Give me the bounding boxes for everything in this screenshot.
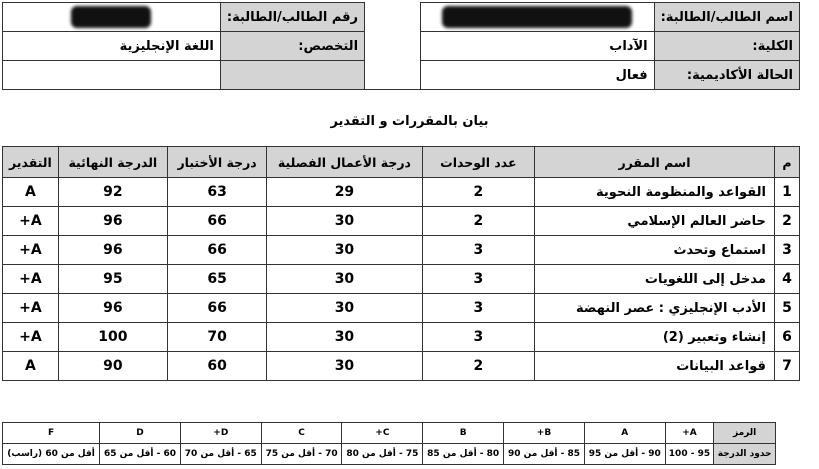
legend-symbol: A bbox=[584, 423, 665, 444]
status-value: فعال bbox=[421, 61, 655, 90]
legend-range: 80 - أقل من 85 bbox=[423, 444, 504, 465]
col-units-header: عدد الوحدات bbox=[422, 147, 534, 178]
legend-symbol: B+ bbox=[504, 423, 585, 444]
legend-symbol: A+ bbox=[665, 423, 714, 444]
legend-range-row bbox=[3, 444, 776, 465]
legend-range: 75 - أقل من 80 bbox=[342, 444, 423, 465]
course-units: 2 bbox=[422, 178, 534, 207]
course-final: 96 bbox=[58, 294, 167, 323]
legend-symbol: F bbox=[3, 423, 100, 444]
course-exam: 70 bbox=[167, 323, 266, 352]
course-exam: 66 bbox=[167, 294, 266, 323]
legend-range: 95 - 100 bbox=[665, 444, 714, 465]
course-grade: A+ bbox=[3, 294, 59, 323]
courses-table bbox=[2, 146, 800, 381]
student-name-label: اسم الطالب/الطالبة: bbox=[654, 3, 799, 32]
course-exam: 66 bbox=[167, 236, 266, 265]
course-coursework: 30 bbox=[267, 323, 422, 352]
col-name-header: اسم المقرر bbox=[535, 147, 775, 178]
course-index: 1 bbox=[774, 178, 799, 207]
col-exam-header: درجة الأختبار bbox=[167, 147, 266, 178]
col-coursework-header: درجة الأعمال الفصلية bbox=[267, 147, 422, 178]
redacted-id bbox=[71, 6, 151, 28]
spacer-cell bbox=[365, 61, 421, 90]
specialization-label: التخصص: bbox=[220, 32, 364, 61]
course-row bbox=[3, 294, 800, 323]
course-name: إنشاء وتعبير (2) bbox=[535, 323, 775, 352]
course-name: القواعد والمنظومة النحوية bbox=[535, 178, 775, 207]
course-grade: A bbox=[3, 352, 59, 381]
section-title: بيان بالمقررات و التقدير bbox=[330, 114, 489, 129]
course-final: 95 bbox=[58, 265, 167, 294]
spacer-cell bbox=[365, 32, 421, 61]
course-units: 3 bbox=[422, 265, 534, 294]
course-exam: 60 bbox=[167, 352, 266, 381]
course-coursework: 30 bbox=[267, 352, 422, 381]
courses-header-row bbox=[3, 147, 800, 178]
course-name: قواعد البيانات bbox=[535, 352, 775, 381]
course-index: 3 bbox=[774, 236, 799, 265]
course-units: 2 bbox=[422, 207, 534, 236]
course-index: 2 bbox=[774, 207, 799, 236]
course-index: 4 bbox=[774, 265, 799, 294]
col-index-header: م bbox=[774, 147, 799, 178]
status-label: الحالة الأكاديمية: bbox=[654, 61, 799, 90]
legend-range-label: حدود الدرجة bbox=[714, 444, 776, 465]
course-grade: A+ bbox=[3, 323, 59, 352]
legend-symbol: C+ bbox=[342, 423, 423, 444]
spacer-cell bbox=[365, 3, 421, 32]
legend-symbol: D bbox=[100, 423, 181, 444]
course-final: 90 bbox=[58, 352, 167, 381]
course-coursework: 30 bbox=[267, 207, 422, 236]
course-final: 100 bbox=[58, 323, 167, 352]
course-units: 3 bbox=[422, 236, 534, 265]
empty-value-cell bbox=[3, 61, 221, 90]
course-index: 6 bbox=[774, 323, 799, 352]
course-exam: 65 bbox=[167, 265, 266, 294]
course-units: 2 bbox=[422, 352, 534, 381]
student-id-value bbox=[3, 3, 221, 32]
course-final: 92 bbox=[58, 178, 167, 207]
course-row bbox=[3, 236, 800, 265]
course-name: استماع وتحدث bbox=[535, 236, 775, 265]
course-grade: A+ bbox=[3, 265, 59, 294]
course-row bbox=[3, 352, 800, 381]
course-exam: 63 bbox=[167, 178, 266, 207]
course-name: مدخل إلى اللغويات bbox=[535, 265, 775, 294]
course-exam: 66 bbox=[167, 207, 266, 236]
course-name: حاضر العالم الإسلامي bbox=[535, 207, 775, 236]
col-final-header: الدرجة النهائية bbox=[58, 147, 167, 178]
course-units: 3 bbox=[422, 323, 534, 352]
course-coursework: 29 bbox=[267, 178, 422, 207]
course-units: 3 bbox=[422, 294, 534, 323]
empty-label-cell bbox=[220, 61, 364, 90]
redacted-name bbox=[442, 6, 632, 28]
student-name-value bbox=[421, 3, 655, 32]
faculty-value: الآداب bbox=[421, 32, 655, 61]
legend-range: 65 - أقل من 70 bbox=[180, 444, 261, 465]
course-index: 7 bbox=[774, 352, 799, 381]
course-index: 5 bbox=[774, 294, 799, 323]
course-coursework: 30 bbox=[267, 236, 422, 265]
course-final: 96 bbox=[58, 207, 167, 236]
legend-symbol: B bbox=[423, 423, 504, 444]
legend-range: 60 - أقل من 65 bbox=[100, 444, 181, 465]
course-grade: A bbox=[3, 178, 59, 207]
student-info-row bbox=[3, 3, 800, 32]
course-grade: A+ bbox=[3, 236, 59, 265]
course-coursework: 30 bbox=[267, 294, 422, 323]
col-grade-header: التقدير bbox=[3, 147, 59, 178]
faculty-label: الكلية: bbox=[654, 32, 799, 61]
student-info-table bbox=[2, 2, 800, 90]
legend-symbol: D+ bbox=[180, 423, 261, 444]
course-name: الأدب الإنجليزي : عصر النهضة bbox=[535, 294, 775, 323]
legend-range: 85 - أقل من 90 bbox=[504, 444, 585, 465]
course-final: 96 bbox=[58, 236, 167, 265]
course-row bbox=[3, 207, 800, 236]
course-coursework: 30 bbox=[267, 265, 422, 294]
legend-symbol-row bbox=[3, 423, 776, 444]
course-row bbox=[3, 178, 800, 207]
grade-legend-table bbox=[2, 422, 776, 465]
legend-range: 90 - أقل من 95 bbox=[584, 444, 665, 465]
student-info-row bbox=[3, 61, 800, 90]
course-grade: A+ bbox=[3, 207, 59, 236]
course-row bbox=[3, 323, 800, 352]
student-id-label: رقم الطالب/الطالبة: bbox=[220, 3, 364, 32]
legend-range: أقل من 60 (راسب) bbox=[3, 444, 100, 465]
course-row bbox=[3, 265, 800, 294]
student-info-row bbox=[3, 32, 800, 61]
legend-range: 70 - أقل من 75 bbox=[261, 444, 342, 465]
legend-symbol-label: الرمز bbox=[714, 423, 776, 444]
legend-symbol: C bbox=[261, 423, 342, 444]
specialization-value: اللغة الإنجليزية bbox=[3, 32, 221, 61]
